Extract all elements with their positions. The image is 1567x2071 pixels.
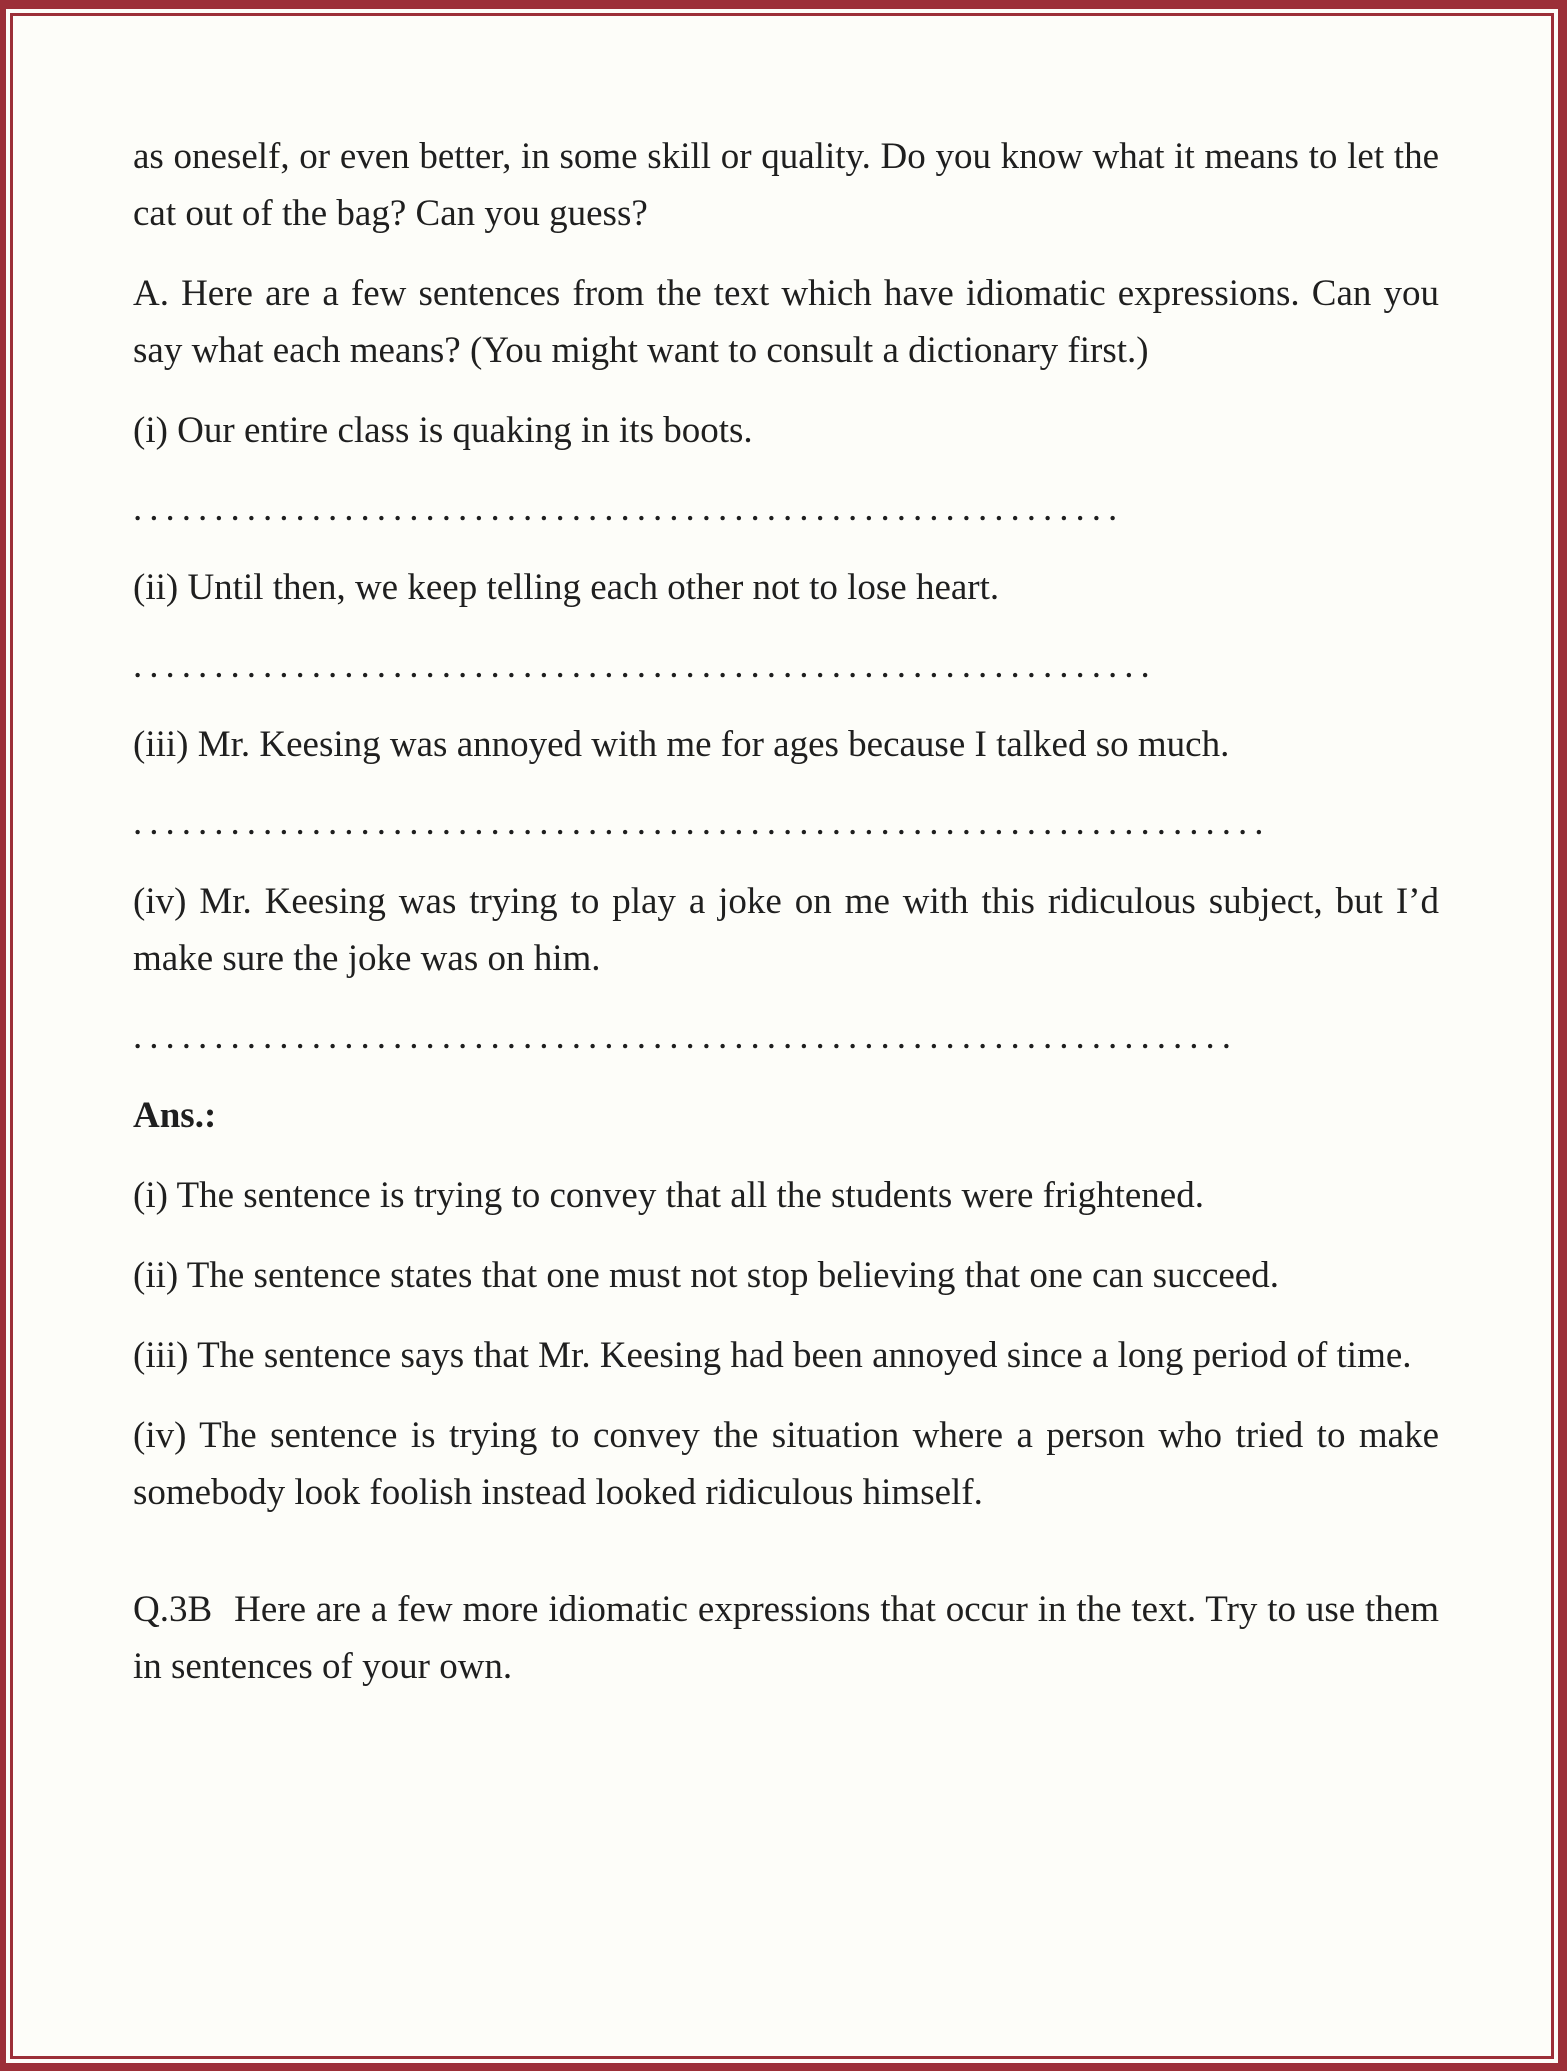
question-3b-paragraph — [133, 1581, 1439, 1695]
page-content-area — [10, 13, 1554, 2059]
answer-blank-line-iii: ...................................................................... — [133, 803, 1271, 843]
intro-paragraph: as oneself, or even better, in some skill or quality. Do you know what it means to let the cat out of the bag? Can you guess? — [133, 136, 1439, 234]
question-3b-label: Q.3B — [133, 1589, 213, 1630]
answers-heading: Ans.: — [133, 1095, 217, 1136]
answer-iii: (iii) The sentence says that Mr. Keesing had been annoyed since a long period of time. — [133, 1335, 1412, 1376]
question-item-iv: (iv) Mr. Keesing was trying to play a joke on me with this ridiculous subject, but I’d make sure the joke was on him. — [133, 881, 1439, 979]
question-item-ii: (ii) Until then, we keep telling each other not to lose heart. — [133, 567, 1000, 608]
answer-i: (i) The sentence is trying to convey that all the students were frightened. — [133, 1175, 1204, 1216]
answer-ii: (ii) The sentence states that one must not stop believing that one can succeed. — [133, 1255, 1279, 1296]
question-3b-text: Here are a few more idiomatic expressions that occur in the text. Try to use them in sentences of your own. — [133, 1589, 1439, 1687]
answer-blank-line-iv: .................................................................... — [133, 1017, 1238, 1057]
question-a-paragraph: A. Here are a few sentences from the text which have idiomatic expressions. Can you say what each means? (You might want to consult a dictionary first.) — [133, 273, 1439, 371]
page-frame-gap — [6, 9, 1558, 2063]
answer-blank-line-i: ............................................................. — [133, 489, 1125, 529]
question-item-iii: (iii) Mr. Keesing was annoyed with me for ages because I talked so much. — [133, 724, 1230, 765]
question-item-i: (i) Our entire class is quaking in its boots. — [133, 410, 753, 451]
answer-blank-line-ii: ............................................................... — [133, 646, 1157, 686]
answer-iv: (iv) The sentence is trying to convey the situation where a person who tried to make somebody look foolish instead looked ridiculous himself. — [133, 1415, 1439, 1513]
